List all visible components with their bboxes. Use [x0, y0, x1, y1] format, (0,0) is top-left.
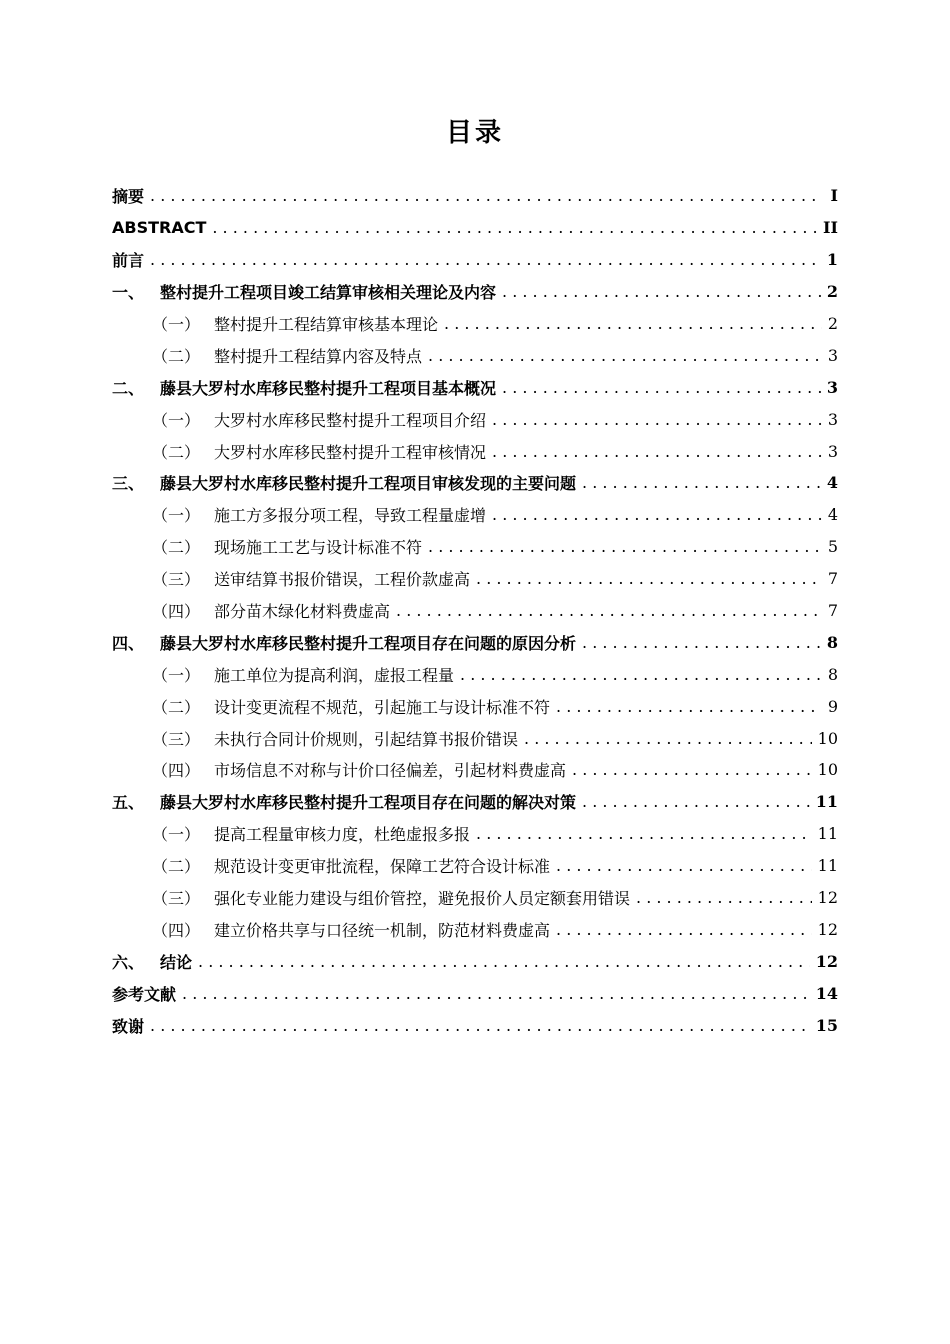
dot-leader — [502, 282, 821, 301]
toc-entry-number: （一） — [152, 315, 201, 334]
dot-leader — [502, 378, 821, 397]
toc-entry-number: （二） — [152, 857, 201, 877]
toc-entry-page: 2 — [826, 282, 838, 302]
toc-entry-page: 11 — [817, 856, 838, 876]
dot-leader — [460, 665, 822, 684]
toc-entry[interactable] — [112, 818, 838, 850]
toc-entry-page: 2 — [827, 314, 838, 333]
toc-entry-number: 五、 — [112, 793, 145, 813]
toc-entry-page: 11 — [817, 824, 838, 844]
toc-entry-page: 10 — [817, 760, 838, 780]
dot-leader — [150, 186, 822, 205]
toc-entry-title: 藤县大罗村水库移民整村提升工程项目存在问题的解决对策 — [160, 793, 577, 813]
toc-entry[interactable] — [112, 403, 838, 435]
toc-entry-title: 规范设计变更审批流程，保障工艺符合设计标准 — [214, 857, 551, 877]
toc-entry-page: 11 — [815, 792, 838, 812]
toc-entry-title: 整村提升工程结算内容及特点 — [214, 346, 423, 366]
toc-entry-page: 9 — [827, 696, 838, 716]
dot-leader — [492, 410, 822, 429]
toc-entry-number: （一） — [152, 410, 201, 430]
toc-entry-title: 未执行合同计价规则，引起结算书报价错误 — [214, 729, 519, 749]
toc-entry-number: （二） — [152, 346, 201, 366]
toc-entry-number: 一、 — [112, 283, 145, 303]
dot-leader — [556, 697, 822, 716]
toc-entry-title: 摘要 — [112, 187, 145, 207]
dot-leader — [572, 760, 812, 779]
toc-entry-page: 10 — [817, 728, 838, 748]
toc-entry-page: 3 — [827, 345, 838, 365]
toc-entry[interactable] — [112, 626, 838, 658]
toc-entry-page: 12 — [815, 951, 838, 971]
toc-entry[interactable] — [112, 786, 838, 818]
toc-entry-title: ABSTRACT — [112, 218, 207, 238]
toc-entry-number: （四） — [152, 920, 201, 940]
toc-entry-number: （二） — [152, 697, 201, 717]
toc-entry-page: 8 — [826, 632, 838, 652]
toc-entry-title: 送审结算书报价错误，工程价款虚高 — [214, 570, 471, 590]
toc-entry-title: 建立价格共享与口径统一机制，防范材料费虚高 — [214, 920, 551, 940]
toc-entry[interactable] — [112, 850, 838, 882]
dot-leader — [476, 824, 812, 843]
dot-leader — [444, 314, 822, 333]
toc-entry-title: 前言 — [112, 251, 145, 271]
toc-entry-page: 7 — [827, 601, 838, 621]
dot-leader — [150, 1016, 810, 1035]
dot-leader — [524, 729, 812, 748]
toc-entry-title: 藤县大罗村水库移民整村提升工程项目审核发现的主要问题 — [160, 474, 577, 494]
toc-entry-title: 参考文献 — [112, 984, 177, 1004]
toc-entry-page: II — [823, 218, 838, 238]
toc-entry-page: 12 — [817, 919, 838, 939]
toc-entry[interactable] — [112, 690, 838, 722]
dot-leader — [428, 346, 822, 365]
dot-leader — [428, 537, 822, 556]
toc-entry-page: I — [830, 186, 838, 206]
toc-entry[interactable] — [112, 308, 838, 340]
toc-entry-title: 现场施工工艺与设计标准不符 — [214, 538, 423, 558]
toc-entry-number: （一） — [152, 506, 201, 526]
toc-entry[interactable] — [112, 339, 838, 371]
toc-list — [112, 180, 838, 1041]
toc-entry[interactable] — [112, 882, 838, 914]
toc-entry-title: 施工方多报分项工程，导致工程量虚增 — [214, 506, 487, 526]
toc-entry-number: 六、 — [112, 952, 145, 972]
toc-entry-page: 3 — [827, 409, 838, 429]
toc-entry-page: 3 — [826, 377, 838, 397]
toc-entry[interactable] — [112, 1009, 838, 1041]
dot-leader — [582, 473, 821, 492]
dot-leader — [476, 569, 822, 588]
dot-leader — [636, 888, 812, 907]
toc-entry-title: 施工单位为提高利润，虚报工程量 — [214, 665, 455, 685]
toc-entry-number: （三） — [152, 889, 201, 909]
toc-entry-number: （三） — [152, 570, 201, 590]
dot-leader — [150, 250, 821, 269]
toc-entry-title: 藤县大罗村水库移民整村提升工程项目基本概况 — [160, 378, 497, 398]
toc-entry[interactable] — [112, 658, 838, 690]
toc-entry-number: 三、 — [112, 474, 145, 494]
toc-entry-number: （三） — [152, 729, 201, 749]
toc-entry[interactable] — [112, 595, 838, 627]
toc-entry[interactable] — [112, 371, 838, 403]
dot-leader — [198, 952, 810, 971]
dot-leader — [182, 984, 810, 1003]
dot-leader — [396, 601, 822, 620]
dot-leader — [492, 505, 822, 524]
toc-entry[interactable] — [112, 754, 838, 786]
toc-entry-title: 整村提升工程项目竣工结算审核相关理论及内容 — [160, 283, 497, 303]
toc-entry-page: 8 — [827, 664, 838, 684]
toc-entry[interactable] — [112, 531, 838, 563]
dot-leader — [556, 920, 812, 939]
toc-entry-title: 藤县大罗村水库移民整村提升工程项目存在问题的原因分析 — [160, 633, 577, 653]
toc-entry[interactable] — [112, 180, 838, 212]
dot-leader — [492, 442, 822, 461]
toc-entry-title: 设计变更流程不规范，引起施工与设计标准不符 — [214, 697, 551, 717]
toc-entry-title: 提高工程量审核力度，杜绝虚报多报 — [214, 825, 471, 845]
toc-entry[interactable] — [112, 563, 838, 595]
toc-entry-title: 大罗村水库移民整村提升工程项目介绍 — [214, 410, 487, 430]
toc-entry[interactable] — [112, 945, 838, 977]
toc-entry-number: 四、 — [112, 633, 145, 653]
toc-entry[interactable] — [112, 212, 838, 244]
toc-entry-page: 4 — [827, 505, 838, 525]
toc-entry[interactable] — [112, 435, 838, 467]
toc-entry-number: 二、 — [112, 378, 145, 398]
toc-entry[interactable] — [112, 244, 838, 276]
toc-entry-page: 14 — [815, 983, 838, 1003]
toc-entry-page: 7 — [827, 569, 838, 589]
toc-entry-title: 强化专业能力建设与组价管控，避免报价人员定额套用错误 — [214, 889, 631, 909]
toc-entry[interactable] — [112, 499, 838, 531]
toc-entry-number: （二） — [152, 442, 201, 462]
toc-entry-page: 1 — [826, 250, 838, 270]
toc-entry-page: 5 — [827, 537, 838, 557]
toc-entry-title: 结论 — [160, 952, 193, 972]
toc-entry-number: （一） — [152, 825, 201, 845]
toc-entry-page: 4 — [826, 473, 838, 493]
toc-entry[interactable] — [112, 977, 838, 1009]
toc-entry-title: 致谢 — [112, 1016, 145, 1036]
dot-leader — [556, 856, 812, 875]
toc-entry-title: 市场信息不对称与计价口径偏差，引起材料费虚高 — [214, 761, 567, 781]
toc-entry-number: （二） — [152, 538, 201, 558]
dot-leader — [582, 633, 821, 652]
toc-entry-number: （一） — [152, 665, 201, 685]
dot-leader — [582, 792, 810, 811]
toc-entry-title: 整村提升工程结算审核基本理论 — [214, 315, 439, 334]
toc-entry[interactable] — [112, 722, 838, 754]
dot-leader — [212, 218, 817, 237]
toc-entry-number: （四） — [152, 602, 201, 622]
toc-entry[interactable] — [112, 276, 838, 308]
toc-entry[interactable] — [112, 913, 838, 945]
toc-entry-page: 12 — [817, 888, 838, 908]
toc-title: 目录 — [445, 118, 504, 148]
toc-entry-page: 15 — [815, 1015, 838, 1035]
toc-entry-number: （四） — [152, 761, 201, 781]
toc-entry[interactable] — [112, 467, 838, 499]
toc-entry-page: 3 — [827, 441, 838, 461]
toc-entry-title: 部分苗木绿化材料费虚高 — [214, 602, 391, 622]
toc-entry-title: 大罗村水库移民整村提升工程审核情况 — [214, 442, 487, 462]
